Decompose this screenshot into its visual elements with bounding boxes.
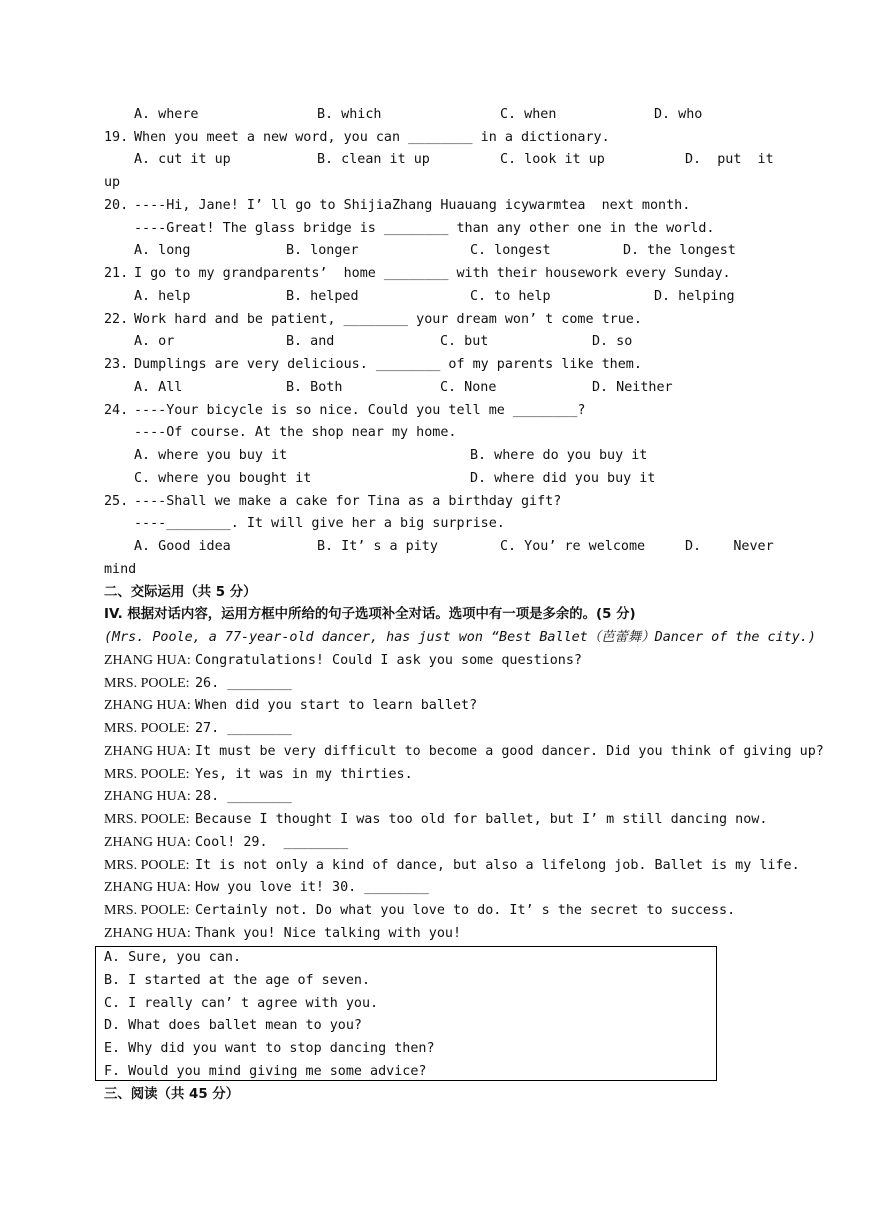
option-c: C. where you bought it <box>134 471 312 486</box>
option-c: C. None <box>440 380 497 395</box>
option-c: C. You’ re welcome <box>500 539 646 554</box>
question-number: 22. <box>104 312 129 327</box>
option-c: C. longest <box>470 243 551 258</box>
option-d: D. Never <box>685 539 774 554</box>
question-number: 23. <box>104 357 129 372</box>
option-d: D. Neither <box>592 380 673 395</box>
speaker: ZHANG HUA: <box>104 789 191 804</box>
option-b: B. clean it up <box>317 152 430 167</box>
option-b: B. helped <box>286 289 359 304</box>
section-4-instruction: IV. 根据对话内容，运用方框中所给的句子选项补全对话。选项中有一项是多余的。(5 分) <box>104 607 636 622</box>
dialogue-line: It is not only a kind of dance, but also a lifelong job. Ballet is my life. <box>195 858 800 873</box>
speaker: MRS. POOLE: <box>104 676 190 691</box>
option-a: A. or <box>134 334 175 349</box>
box-option-a: A. Sure, you can. <box>104 950 242 965</box>
question-stem: ----Your bicycle is so nice. Could you tell me ________? <box>134 403 586 418</box>
speaker: ZHANG HUA: <box>104 926 191 941</box>
dialogue-context: (Mrs. Poole, a 77-year-old dancer, has just won “Best Ballet（芭蕾舞）Dancer of the city.) <box>104 630 816 645</box>
section-2-title: 二、交际运用（共 5 分） <box>104 585 257 600</box>
option-c: C. to help <box>470 289 551 304</box>
question-stem: ----Shall we make a cake for Tina as a birthday gift? <box>134 494 562 509</box>
option-b: B. which <box>317 107 382 122</box>
box-option-b: B. I started at the age of seven. <box>104 973 371 988</box>
question-number: 19. <box>104 130 129 145</box>
option-a: A. where <box>134 107 199 122</box>
speaker: MRS. POOLE: <box>104 812 190 827</box>
option-a: A. cut it up <box>134 152 231 167</box>
options-box <box>95 946 717 1081</box>
option-b: B. It’ s a pity <box>317 539 438 554</box>
option-c: C. look it up <box>500 152 605 167</box>
question-stem: I go to my grandparents’ home ________ with their housework every Sunday. <box>134 266 731 281</box>
dialogue-line: Congratulations! Could I ask you some questions? <box>195 653 582 668</box>
question-number: 24. <box>104 403 129 418</box>
option-d: D. put it <box>685 152 774 167</box>
option-a: A. All <box>134 380 183 395</box>
option-d-overflow: up <box>104 175 121 190</box>
option-d: D. helping <box>654 289 735 304</box>
option-d: D. so <box>592 334 633 349</box>
dialogue-line: Thank you! Nice talking with you! <box>195 926 462 941</box>
option-d-overflow: mind <box>104 562 137 577</box>
dialogue-line: How you love it! 30. ________ <box>195 880 429 895</box>
speaker: ZHANG HUA: <box>104 835 191 850</box>
option-a: A. long <box>134 243 191 258</box>
option-c: C. but <box>440 334 489 349</box>
question-stem: When you meet a new word, you can ________ in a dictionary. <box>134 130 610 145</box>
dialogue-line: Cool! 29. ________ <box>195 835 349 850</box>
speaker: MRS. POOLE: <box>104 767 190 782</box>
option-c: C. when <box>500 107 557 122</box>
speaker: ZHANG HUA: <box>104 698 191 713</box>
dialogue-line: When did you start to learn ballet? <box>195 698 478 713</box>
dialogue-line: Because I thought I was too old for ballet, but I’ m still dancing now. <box>195 812 768 827</box>
speaker: ZHANG HUA: <box>104 744 191 759</box>
speaker: ZHANG HUA: <box>104 653 191 668</box>
option-b: B. longer <box>286 243 359 258</box>
question-number: 20. <box>104 198 129 213</box>
question-number: 25. <box>104 494 129 509</box>
question-stem: ----Hi, Jane! I’ ll go to ShijiaZhang Huauang icywarmtea next month. <box>134 198 691 213</box>
question-number: 21. <box>104 266 129 281</box>
box-option-e: E. Why did you want to stop dancing then? <box>104 1041 435 1056</box>
question-stem: Dumplings are very delicious. ________ of my parents like them. <box>134 357 642 372</box>
speaker: MRS. POOLE: <box>104 721 190 736</box>
question-stem-2: ----________. It will give her a big surprise. <box>134 516 505 531</box>
dialogue-line: 28. ________ <box>195 789 292 804</box>
option-a: A. Good idea <box>134 539 231 554</box>
dialogue-line: Certainly not. Do what you love to do. It’ s the secret to success. <box>195 903 736 918</box>
question-stem: Work hard and be patient, ________ your dream won’ t come true. <box>134 312 642 327</box>
dialogue-line: Yes, it was in my thirties. <box>195 767 413 782</box>
option-d: D. the longest <box>623 243 736 258</box>
section-3-title: 三、阅读（共 45 分） <box>104 1087 240 1102</box>
dialogue-line: 27. ________ <box>195 721 292 736</box>
option-b: B. and <box>286 334 335 349</box>
question-stem-2: ----Of course. At the shop near my home. <box>134 425 457 440</box>
box-option-d: D. What does ballet mean to you? <box>104 1018 362 1033</box>
option-d: D. who <box>654 107 703 122</box>
option-b: B. where do you buy it <box>470 448 648 463</box>
speaker: MRS. POOLE: <box>104 903 190 918</box>
speaker: MRS. POOLE: <box>104 858 190 873</box>
box-option-f: F. Would you mind giving me some advice? <box>104 1064 427 1079</box>
option-b: B. Both <box>286 380 343 395</box>
speaker: ZHANG HUA: <box>104 880 191 895</box>
option-a: A. where you buy it <box>134 448 288 463</box>
box-option-c: C. I really can’ t agree with you. <box>104 996 379 1011</box>
option-a: A. help <box>134 289 191 304</box>
option-d: D. where did you buy it <box>470 471 656 486</box>
dialogue-line: 26. ________ <box>195 676 292 691</box>
dialogue-line: It must be very difficult to become a good dancer. Did you think of giving up? <box>195 744 824 759</box>
question-stem-2: ----Great! The glass bridge is ________ than any other one in the world. <box>134 221 715 236</box>
